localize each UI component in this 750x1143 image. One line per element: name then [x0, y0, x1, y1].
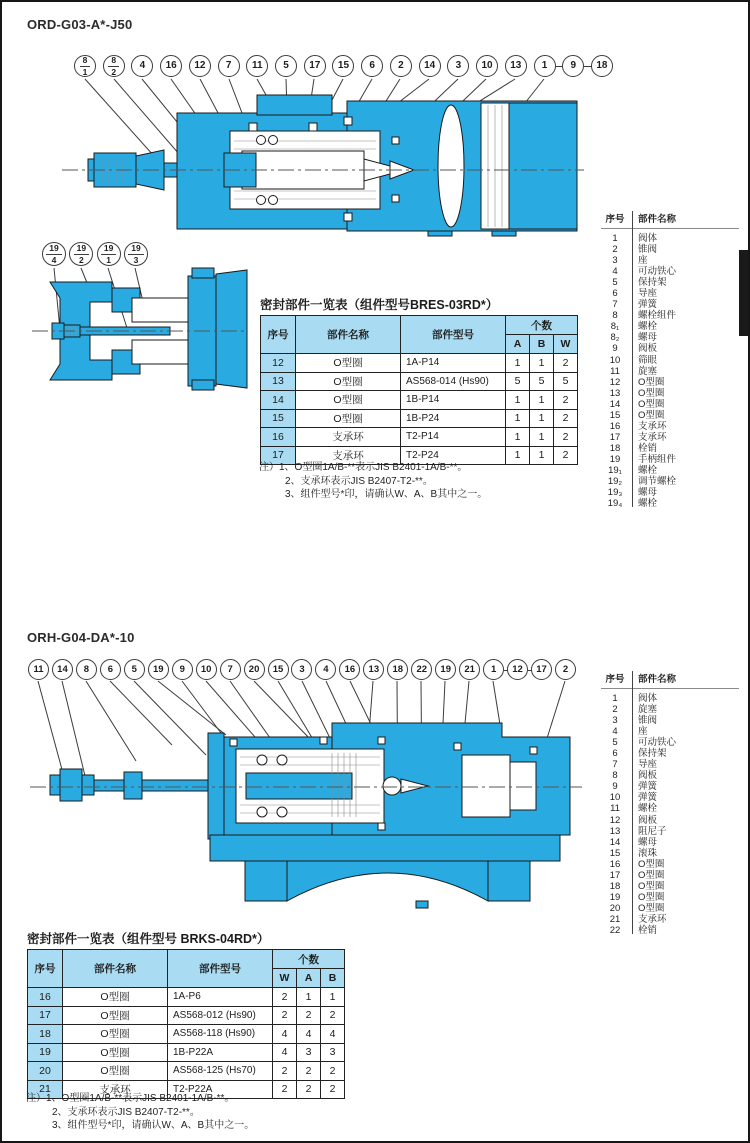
parts-list-row: 7 导座 [612, 759, 658, 771]
callout-balloon: 10 [476, 55, 498, 77]
parts-list-row: 15 滚珠 [609, 847, 658, 859]
seal-table-row: 19 O型圈 1B-P22A 4 3 3 [28, 1043, 345, 1062]
callout-balloon: $\frac{8}{2}$ [103, 55, 125, 77]
callout-balloon: 4 [131, 55, 153, 77]
callout-balloon: 22 [411, 659, 432, 680]
parts-list-row: 1 阀体 [612, 693, 658, 704]
note-line: 2、支承环表示JIS B2407-T2-**。 [285, 475, 433, 487]
section2-title: ORH-G04-DA*-10 [27, 630, 135, 645]
parts-list-row: 17 O型圈 [609, 869, 665, 881]
callout-balloon: $\frac{8}{1}$ [74, 55, 96, 77]
callout-balloon: $\frac{19}{1}$ [97, 242, 121, 266]
parts-list-row: 13 阻尼子 [609, 825, 667, 837]
parts-list-row: 6 导座 [612, 288, 658, 300]
parts-list-row: 10 筛眼 [609, 354, 658, 366]
seal-table-2: 序号 部件名称 部件型号 个数 W A B 16 O型圈 1A-P6 2 1 1 17 O型圈 AS568-012 (Hs90) 2 2 2 18 O型圈 AS568-118 (Hs90) 4 4 4 19 O型圈 1B-P22A 4 3 3 20 O型圈 AS568-125 (Hs70) 2 2 2 21 支承环 T2-P22A 2 2 2 [27, 949, 345, 1099]
parts-list-row: 19₁ 螺栓 [608, 464, 658, 476]
parts-list-row: 7 弹簧 [612, 299, 658, 311]
parts-list-row: 22 栓销 [609, 924, 658, 936]
callout-balloon: 1 [534, 55, 556, 77]
parts-list-row: 6 保持架 [612, 748, 667, 760]
parts-list-row: 4 座 [612, 726, 648, 738]
callout-balloon: 8 [76, 659, 97, 680]
note-line: 注）1、O型圈1A/B-**表示JIS B2401-1A/B-**。 [26, 1093, 235, 1104]
qty-column-header: A [297, 969, 321, 988]
seal-table-row: 21 支承环 T2-P22A 2 2 2 [28, 1080, 345, 1099]
parts-list-row: 5 可动铁心 [612, 737, 677, 749]
callout-balloon: 9 [562, 55, 584, 77]
seal-table-row: 13 O型圈 AS568-014 (Hs90) 5 5 5 [261, 372, 578, 391]
parts-list-row: 8 螺栓组件 [612, 310, 677, 322]
qty-column-header: W [554, 335, 578, 354]
note-line: 2、支承环表示JIS B2407-T2-**。 [52, 1106, 200, 1118]
parts-list-row: 1 阀体 [612, 233, 658, 244]
valve-drawing-1 [62, 79, 584, 241]
callout-balloon: 16 [160, 55, 182, 77]
callout-balloon: 6 [100, 659, 121, 680]
parts-list-1 [601, 210, 743, 509]
seal-table-row: 15 O型圈 1B-P24 1 1 2 [261, 409, 578, 428]
divider [601, 688, 739, 689]
valve-body-2 [50, 723, 570, 908]
parts-list-row: 19₃ 螺母 [607, 487, 658, 499]
parts-list-row: 12 O型圈 [609, 376, 665, 388]
seal-notes-2 [26, 1092, 254, 1133]
parts-list-row: 10 弹簧 [609, 792, 658, 804]
parts-list-row: 18 O型圈 [609, 880, 665, 892]
callout-balloon: 11 [246, 55, 268, 77]
callout-balloon: 13 [505, 55, 527, 77]
callout-balloon: 11 [28, 659, 49, 680]
seal-table-1-title: 密封部件一览表（组件型号BRES-03RD*） [260, 298, 499, 312]
seal-notes-1 [259, 461, 487, 502]
parts-list-row: 13 O型圈 [609, 387, 665, 399]
parts-list-2 [601, 670, 743, 936]
callout-balloon: 7 [220, 659, 241, 680]
valve-drawing-2 [30, 681, 582, 919]
parts-list-row: 18 栓销 [609, 442, 658, 454]
parts-list-row: 8 阀板 [612, 770, 658, 782]
callout-balloon: 5 [124, 659, 145, 680]
callout-balloon: 12 [507, 659, 528, 680]
callout-balloon: 6 [361, 55, 383, 77]
callout-balloon: 10 [196, 659, 217, 680]
parts-list-row: 16 O型圈 [609, 858, 665, 870]
parts-list-row: 19 手柄组件 [609, 453, 677, 465]
callout-balloon: 1 [483, 659, 504, 680]
callout-balloon: 17 [531, 659, 552, 680]
parts-list-row: 5 保持架 [612, 277, 667, 289]
callout-balloon: $\frac{19}{4}$ [42, 242, 66, 266]
qty-column-header: B [321, 969, 345, 988]
callout-balloon: $\frac{19}{3}$ [124, 242, 148, 266]
parts-list-header: 序号 部件名称 [605, 673, 677, 685]
seal-table-row: 17 O型圈 AS568-012 (Hs90) 2 2 2 [28, 1006, 345, 1025]
parts-list-row: 14 O型圈 [609, 398, 665, 410]
callout-balloon: 14 [419, 55, 441, 77]
note-line: 3、组件型号*印，请确认W、A、B其中之一。 [285, 489, 488, 500]
callout-balloon: 20 [244, 659, 265, 680]
callout-row-1 [74, 55, 613, 77]
callout-row-2 [28, 659, 576, 680]
parts-list-row: 16 支承环 [609, 420, 667, 432]
parts-list-row: 17 支承环 [609, 431, 667, 443]
seal-table-row: 17 支承环 T2-P24 1 1 2 [261, 446, 578, 465]
seal-table-row: 14 O型圈 1B-P14 1 1 2 [261, 391, 578, 410]
callout-balloon: 19 [148, 659, 169, 680]
note-line: 注）1、O型圈1A/B-**表示JIS B2401-1A/B-**。 [259, 462, 468, 473]
seal-table-row: 16 支承环 T2-P14 1 1 2 [261, 428, 578, 447]
seal-table-2-title: 密封部件一览表（组件型号 BRKS-04RD*） [27, 932, 270, 946]
parts-list-row: 12 阀板 [609, 814, 658, 826]
callout-balloon: 17 [304, 55, 326, 77]
page-edge-tab [739, 250, 748, 336]
callout-row-handle [42, 242, 148, 266]
seal-table-row: 18 O型圈 AS568-118 (Hs90) 4 4 4 [28, 1025, 345, 1044]
callout-balloon: 15 [332, 55, 354, 77]
parts-list-row: 9 阀板 [612, 343, 658, 355]
divider [601, 228, 739, 229]
parts-list-row: 11 旋塞 [610, 365, 658, 377]
parts-list-row: 19₂ 调节螺栓 [607, 476, 677, 488]
parts-list-row: 21 支承环 [609, 913, 667, 925]
callout-balloon: 13 [363, 659, 384, 680]
qty-column-header: W [273, 969, 297, 988]
parts-list-row: 20 O型圈 [609, 902, 665, 914]
parts-list-header: 序号 部件名称 [605, 213, 677, 225]
note-line: 3、组件型号*印，请确认W、A、B其中之一。 [52, 1120, 255, 1131]
callout-balloon: 14 [52, 659, 73, 680]
seal-table-row: 20 O型圈 AS568-125 (Hs70) 2 2 2 [28, 1062, 345, 1081]
callout-balloon: 18 [591, 55, 613, 77]
parts-list-row: 2 旋塞 [612, 704, 658, 716]
seal-table-row: 16 O型圈 1A-P6 2 1 1 [28, 988, 345, 1007]
callout-balloon: 2 [555, 659, 576, 680]
parts-list-row: 15 O型圈 [609, 409, 665, 421]
parts-list-row: 9 弹簧 [612, 781, 658, 793]
handle-drawing-svg [32, 268, 247, 390]
callout-balloon: $\frac{19}{2}$ [69, 242, 93, 266]
callout-balloon: 18 [387, 659, 408, 680]
callout-balloon: 12 [189, 55, 211, 77]
parts-list-row: 8₂ 螺母 [610, 332, 658, 344]
section1-title: ORD-G03-A*-J50 [27, 17, 133, 32]
callout-balloon: 5 [275, 55, 297, 77]
parts-list-row: 14 螺母 [609, 836, 658, 848]
callout-balloon: 16 [339, 659, 360, 680]
callout-balloon: 19 [435, 659, 456, 680]
callout-balloon: 15 [268, 659, 289, 680]
seal-table-row: 12 O型圈 1A-P14 1 1 2 [261, 354, 578, 373]
callout-balloon: 9 [172, 659, 193, 680]
parts-list-row: 3 锥阀 [612, 715, 658, 727]
valve-body-1 [88, 95, 577, 236]
qty-column-header: A [506, 335, 530, 354]
parts-list-row: 4 可动铁心 [612, 266, 677, 278]
callout-balloon: 3 [291, 659, 312, 680]
parts-list-row: 8₁ 螺栓 [610, 321, 658, 333]
qty-column-header: B [530, 335, 554, 354]
callout-balloon: 21 [459, 659, 480, 680]
callout-balloon: 3 [447, 55, 469, 77]
parts-list-row: 19 O型圈 [609, 891, 665, 903]
callout-balloon: 4 [315, 659, 336, 680]
parts-list-row: 19₄ 螺栓 [607, 498, 658, 510]
callout-balloon: 7 [218, 55, 240, 77]
seal-table-1: 序号 部件名称 部件型号 个数 A B W 12 O型圈 1A-P14 1 1 2 13 O型圈 AS568-014 (Hs90) 5 5 5 14 O型圈 1B-P14 1 1 2 15 O型圈 1B-P24 1 1 2 16 支承环 T2-P14 1 1 2 17 支承环 T2-P24 1 1 2 [260, 315, 578, 465]
handle-drawing [32, 242, 247, 390]
callout-balloon: 2 [390, 55, 412, 77]
parts-list-row: 3 座 [612, 255, 648, 267]
parts-list-row: 2 锥阀 [612, 244, 658, 256]
parts-list-row: 11 螺栓 [610, 803, 658, 815]
